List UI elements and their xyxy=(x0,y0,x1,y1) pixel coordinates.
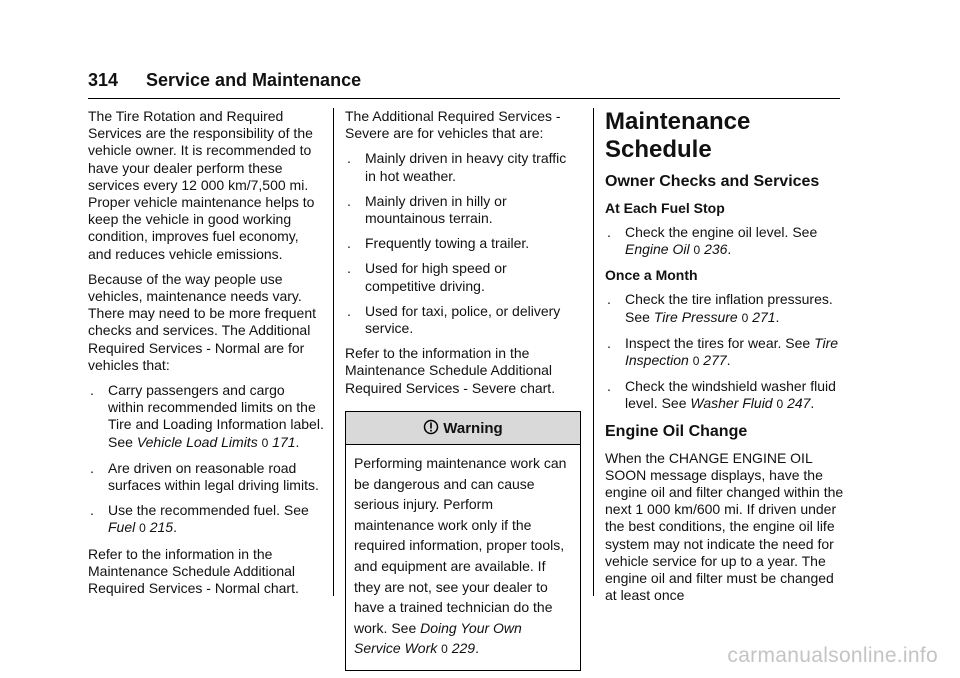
page-ref-number[interactable]: 277 xyxy=(703,352,727,369)
bullet: . xyxy=(90,382,94,399)
cross-reference-link[interactable]: Tire Inspection xyxy=(625,334,839,369)
list-item: . Check the tire inflation pressures. See Tire Pressure 0 271. xyxy=(607,291,833,325)
warning-body: Performing maintenance work can be dangerous and can cause serious injury. Perform maintenance work only if the required information, proper tools, and equipment are available. If they are not, see your dealer to have a trained technician do the work. See Doing Your Own Service Work 0 229. xyxy=(354,455,567,657)
warning-header xyxy=(346,412,580,445)
cross-reference-link[interactable]: Vehicle Load Limits xyxy=(136,433,258,450)
list-item: . Check the windshield washer fluid level. See Washer Fluid 0 247. xyxy=(607,378,836,412)
column-2 xyxy=(345,108,581,671)
page-ref-icon: 0 xyxy=(261,435,269,450)
section-title: Service and Maintenance xyxy=(146,70,362,90)
cross-reference-link[interactable]: Fuel xyxy=(108,519,136,536)
page-ref-icon: 0 xyxy=(139,521,146,536)
engine-oil-paragraph: When the CHANGE ENGINE OIL SOON message displays, have the engine oil and filter changed within the next 1 000 km/600 mi. If driven under the best conditions, the engine oil life system may not indicate the need for vehicle service for up to a year. The engine oil and filter must be changed at least once xyxy=(605,449,844,604)
column-divider-2 xyxy=(593,108,594,596)
list-item-text: Check the engine oil level. See xyxy=(625,224,818,240)
page-ref-icon: 0 xyxy=(776,397,784,412)
page-ref-number[interactable]: 236 xyxy=(704,241,728,258)
bullet: . xyxy=(347,260,351,277)
bullet: . xyxy=(607,291,611,308)
list-item-text: Carry passengers and cargo within recommended limits on the Tire and Loading Information label. See xyxy=(108,382,324,450)
list-item-text: Mainly driven in heavy city traffic in hot weather. xyxy=(365,150,567,184)
column-1 xyxy=(88,108,324,605)
cross-reference-link[interactable]: Tire Pressure xyxy=(653,308,738,325)
watermark: carmanualsonline.info xyxy=(727,644,938,667)
list-item-text: Frequently towing a trailer. xyxy=(365,235,530,252)
list-item: . Carry passengers and cargo within recommended limits on the Tire and Loading Information label. See Vehicle Load Limits 0 171. xyxy=(90,382,324,450)
page-header xyxy=(88,70,840,91)
owner-checks-heading: Owner Checks and Services xyxy=(605,173,820,190)
bullet: . xyxy=(607,224,611,240)
list-item: . Inspect the tires for wear. See Tire Inspection 0 277. xyxy=(607,334,839,369)
list-item-text: Used for high speed or competitive driving. xyxy=(365,260,507,294)
page-ref-icon: 0 xyxy=(693,243,701,258)
page-ref-icon: 0 xyxy=(441,642,448,657)
page-ref-number[interactable]: 171 xyxy=(272,433,296,450)
list-item-text: Are driven on reasonable road surfaces within legal driving limits. xyxy=(108,459,319,494)
bullet: . xyxy=(347,192,351,209)
warning-icon xyxy=(423,419,439,435)
column-3 xyxy=(605,108,845,612)
refer-paragraph: Refer to the information in the Maintenance Schedule Additional Required Services - Severe chart. xyxy=(345,345,556,396)
page-ref-number[interactable]: 247 xyxy=(787,395,811,412)
bullet: . xyxy=(347,302,351,319)
chapter-heading: Maintenance Schedule xyxy=(605,108,751,163)
page-ref-icon: 0 xyxy=(741,310,749,325)
bullet: . xyxy=(347,235,351,252)
page-ref-number[interactable]: 215 xyxy=(149,519,174,536)
page-ref-icon: 0 xyxy=(692,354,700,369)
cross-reference-link[interactable]: Doing Your Own Service Work xyxy=(354,619,522,657)
header-rule xyxy=(88,98,840,99)
engine-oil-heading: Engine Oil Change xyxy=(605,422,748,440)
bullet: . xyxy=(90,502,94,519)
fuel-stop-heading: At Each Fuel Stop xyxy=(605,200,725,216)
refer-paragraph: Refer to the information in the Maintenance Schedule Additional Required Services - Normal chart. xyxy=(88,545,299,597)
list-item xyxy=(345,193,581,227)
bullet: . xyxy=(347,150,351,167)
bullet: . xyxy=(90,459,94,476)
page-number: 314 xyxy=(88,70,119,90)
severe-intro: The Additional Required Services - Severe are for vehicles that are: xyxy=(345,108,561,142)
list-item: . Check the engine oil level. See Engine Oil 0 236. xyxy=(607,224,818,258)
warning-title: Warning xyxy=(443,419,503,437)
list-item-text: Mainly driven in hilly or mountainous terrain. xyxy=(365,192,507,227)
page-ref-number[interactable]: 229 xyxy=(451,640,476,657)
intro-paragraph: The Tire Rotation and Required Services are the responsibility of the vehicle owner. It is recommended to have your dealer perform these services every 12 000 km/7,500 mi. Proper vehicle maintenance helps to keep the vehicle in good working condition, improves fuel economy, and reduces vehicle emissions. xyxy=(88,108,315,262)
page-ref-number[interactable]: 271 xyxy=(752,308,776,325)
once-a-month-heading: Once a Month xyxy=(605,267,698,284)
list-item xyxy=(345,260,581,294)
bullet: . xyxy=(607,334,611,351)
list-item-text: Check the tire inflation pressures. See xyxy=(625,291,833,325)
usage-paragraph: Because of the way people use vehicles, maintenance needs vary. There may need to be more frequent checks and services. The Additional Required Services - Normal are for vehicles that: xyxy=(88,270,317,373)
cross-reference-link[interactable]: Washer Fluid xyxy=(690,395,773,412)
cross-reference-link[interactable]: Engine Oil xyxy=(625,241,690,258)
list-item-text: Used for taxi, police, or delivery service. xyxy=(365,302,561,337)
list-item xyxy=(88,460,324,494)
list-item: . Use the recommended fuel. See Fuel 0 215. xyxy=(90,502,309,536)
list-item-text: Use the recommended fuel. See xyxy=(108,502,309,519)
list-item xyxy=(345,303,581,337)
list-item xyxy=(345,150,581,184)
list-item-text: Check the windshield washer fluid level. See xyxy=(625,378,836,412)
warning-text: Performing maintenance work can be dangerous and can cause serious injury. Perform maintenance work only if the required information, proper tools, and equipment are available. If they are not, see your dealer to have a trained technician do the work. See xyxy=(354,455,567,636)
warning-box xyxy=(345,411,581,671)
list-item-text: Inspect the tires for wear. See xyxy=(625,334,815,351)
list-item xyxy=(345,235,581,252)
column-divider-1 xyxy=(333,108,334,596)
bullet: . xyxy=(607,378,611,395)
